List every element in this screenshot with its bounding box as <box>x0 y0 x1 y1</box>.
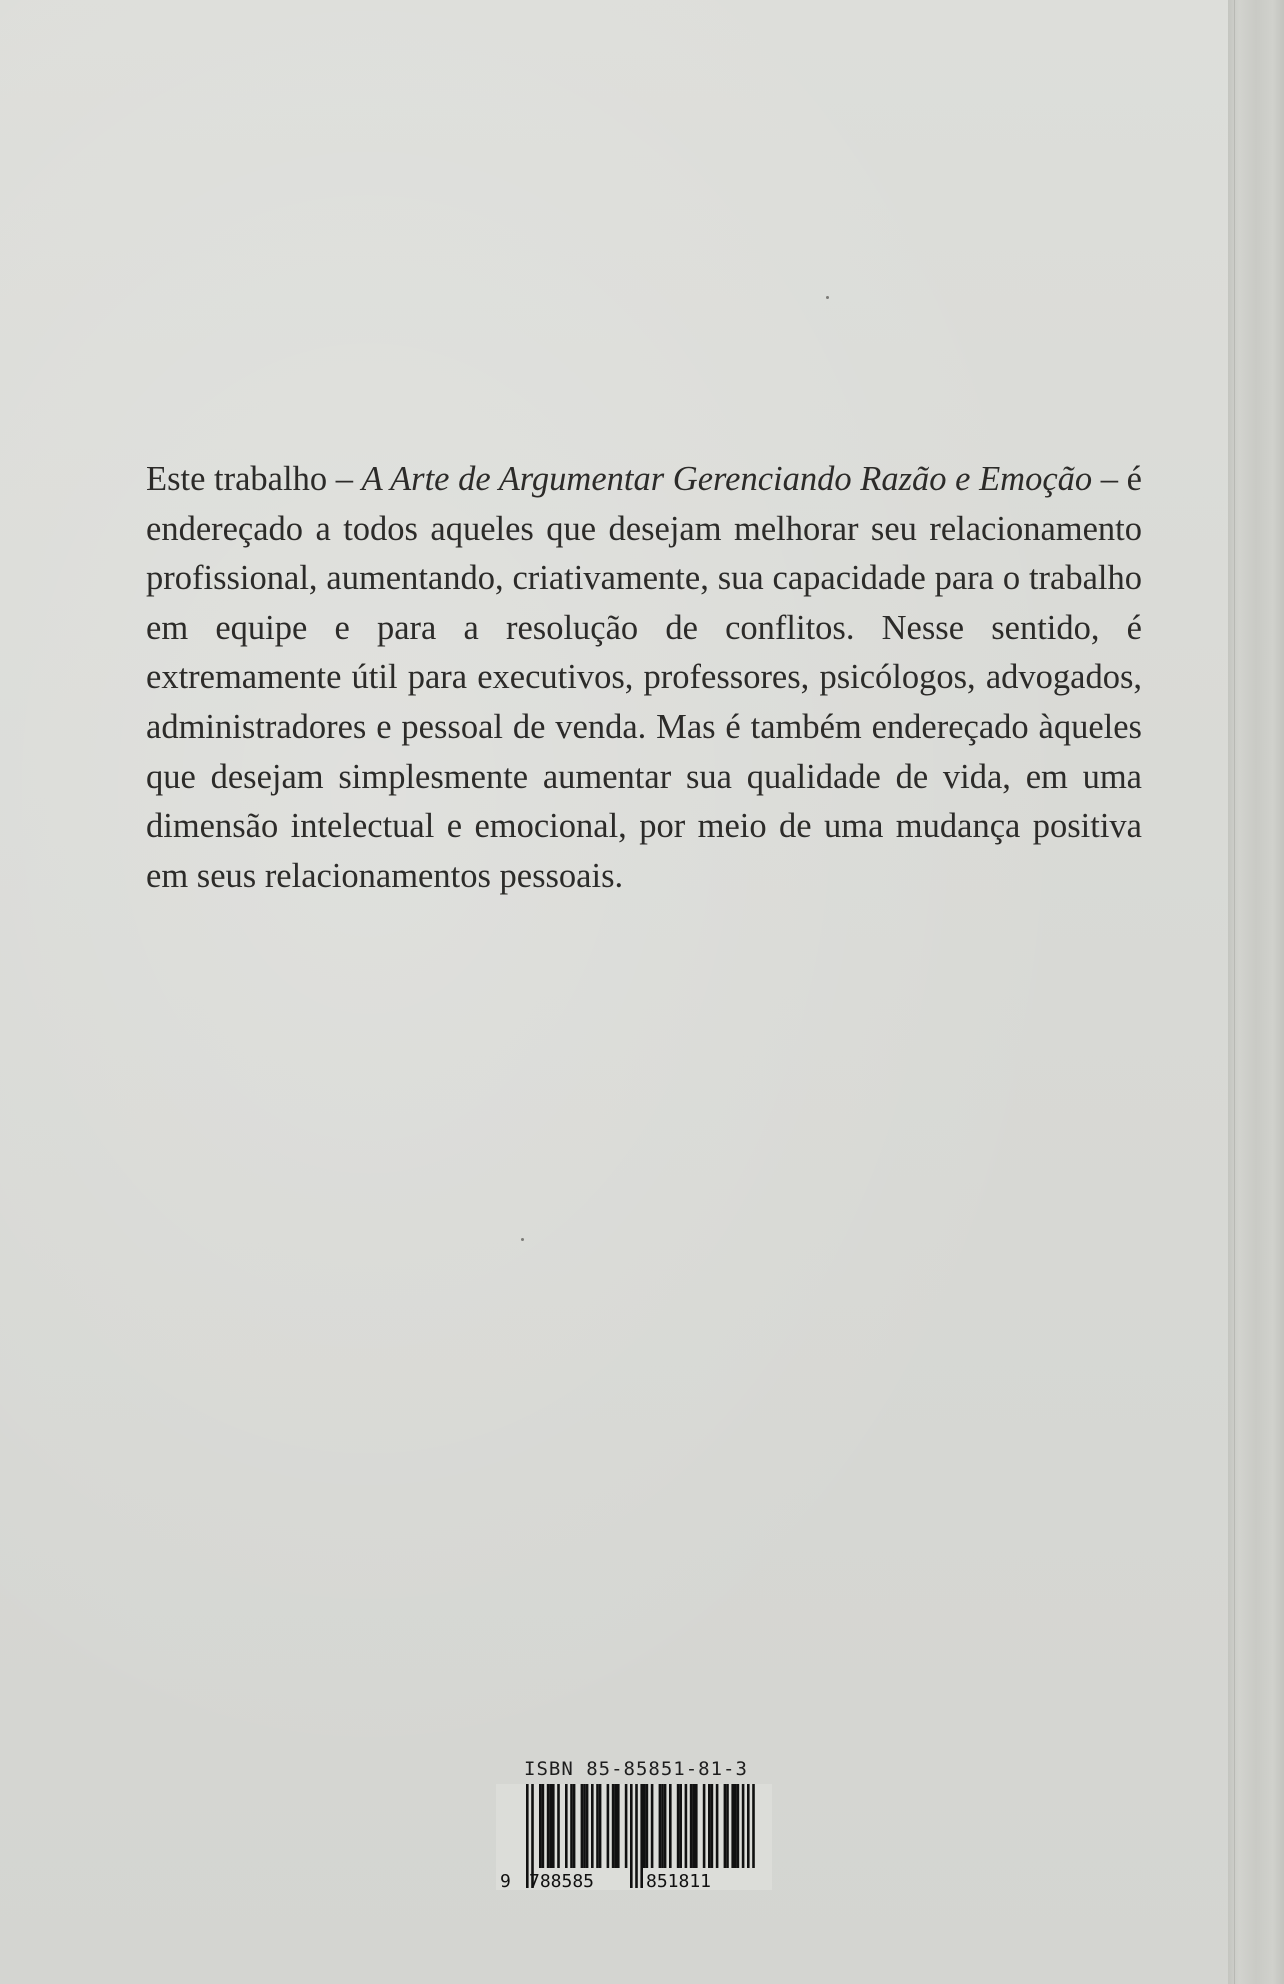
barcode-bar <box>695 1784 698 1868</box>
barcode-bar <box>539 1784 542 1868</box>
barcode-bar <box>711 1784 714 1868</box>
barcode-bar <box>677 1784 680 1868</box>
barcode-bar <box>685 1784 688 1868</box>
barcode-bar <box>643 1784 646 1868</box>
blurb-book-title: A Arte de Argumentar Gerenciando Razão e Emoção <box>361 460 1093 498</box>
barcode-bar <box>724 1784 727 1868</box>
barcode-bar <box>570 1784 573 1868</box>
barcode-bar <box>747 1784 750 1868</box>
blurb-paragraph <box>146 455 1142 901</box>
barcode-graphic <box>496 1784 772 1890</box>
barcode-bar <box>692 1784 695 1868</box>
barcode-bar <box>581 1784 584 1868</box>
barcode-bar <box>640 1784 643 1888</box>
barcode-bar <box>752 1784 755 1868</box>
isbn-barcode <box>496 1784 772 1890</box>
barcode-bar <box>591 1784 594 1868</box>
page-edges <box>1228 0 1284 1984</box>
barcode-bar <box>549 1784 552 1868</box>
barcode-bar <box>742 1784 745 1868</box>
barcode-bar <box>565 1784 568 1868</box>
blurb-lead: Este trabalho – <box>146 460 362 498</box>
barcode-bar <box>690 1784 693 1868</box>
barcode-bar <box>731 1784 734 1868</box>
barcode-bar <box>586 1784 589 1868</box>
barcode-bar <box>651 1784 654 1868</box>
barcode-digits-left: 788585 <box>529 1871 595 1890</box>
barcode-bar <box>737 1784 740 1868</box>
barcode-bar <box>583 1784 586 1868</box>
barcode-bar <box>679 1784 682 1868</box>
blurb-body: – é endereçado a todos aqueles que desejam melhorar seu relacionamento profissional, aumentando, criativamente, sua capacidade para o trabalho em equipe e para a resolução de conflitos. Nesse sentido, é extremamente útil para executivos, professores, psicólogos, advogados, administradores e pessoal de venda. Mas é também endereçado àqueles que desejam simplesmente aumentar sua qualidade de vida, em uma dimensão intelectual e emocional, por meio de uma mudança positiva em seus relacionamentos pessoais. <box>146 460 1142 895</box>
barcode-bar <box>661 1784 664 1868</box>
barcode-bar <box>557 1784 560 1868</box>
barcode-bar <box>552 1784 555 1868</box>
barcode-bar <box>625 1784 628 1868</box>
barcode-bar <box>669 1784 672 1868</box>
barcode-bar <box>708 1784 711 1868</box>
barcode-bar <box>617 1784 620 1868</box>
barcode-bar <box>734 1784 737 1868</box>
barcode-bar <box>614 1784 617 1868</box>
barcode-digit-prefix: 9 <box>500 1871 511 1890</box>
barcode-bar <box>716 1784 719 1868</box>
isbn-label: ISBN 85-85851-81-3 <box>524 1758 748 1780</box>
barcode-digits-right: 851811 <box>646 1871 712 1890</box>
barcode-bar <box>612 1784 615 1868</box>
barcode-bar <box>646 1784 649 1868</box>
barcode-bar <box>547 1784 550 1868</box>
barcode-bar <box>573 1784 576 1868</box>
barcode-bar <box>607 1784 610 1868</box>
barcode-bar <box>664 1784 667 1868</box>
barcode-bar <box>630 1784 633 1888</box>
dust-speck <box>826 296 829 299</box>
barcode-bar <box>726 1784 729 1868</box>
barcode-bar <box>596 1784 599 1868</box>
barcode-bar <box>542 1784 545 1868</box>
dust-speck <box>521 1238 524 1241</box>
barcode-bar <box>659 1784 662 1868</box>
barcode-bar <box>635 1784 638 1888</box>
barcode-bar <box>599 1784 602 1868</box>
barcode-bar <box>703 1784 706 1868</box>
